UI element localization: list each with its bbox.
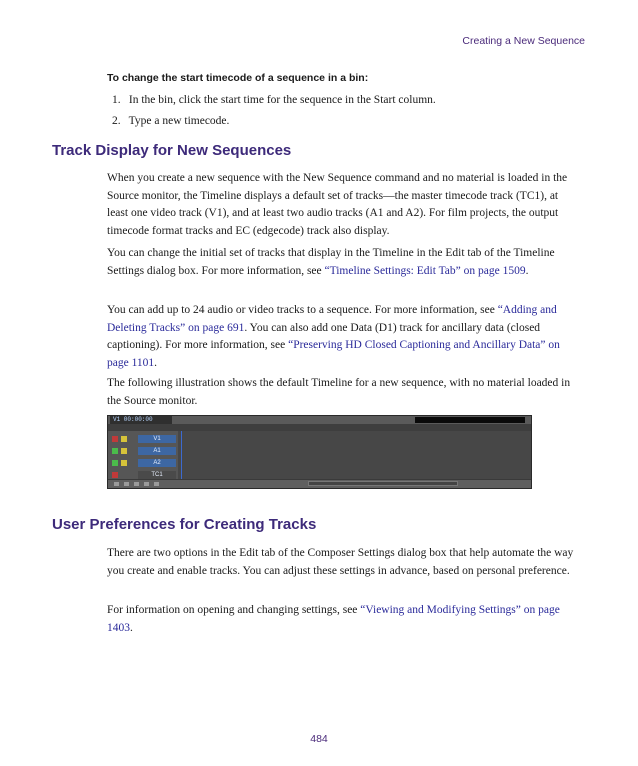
step-item [112,114,436,135]
paragraph-text: . [525,264,529,277]
paragraph-text: . [130,621,133,634]
page-number: 484 [310,733,328,745]
track-name: V1 [138,435,176,443]
paragraph: When you create a new sequence with the New Sequence command and no material is loaded in the Source monitor, the Timeline displays a default set of tracks—the master timecode track (TC1), at least one video track (V1), and at least two audio tracks (A1 and A2). For film projects, the output timecode format tracks and EC (edgecode) track also display. [107,172,568,237]
timecode-display: V1 00:00:00 [110,416,172,424]
paragraph: The following illustration shows the default Timeline for a new sequence, with no material loaded in the Source monitor. [107,377,571,407]
running-header: Creating a New Sequence [462,35,585,47]
link-adding-deleting-tracks[interactable]: “Adding and Deleting Tracks” on page 691 [107,304,557,334]
paragraph-text: Settings dialog box. For more information, see [107,264,325,277]
paragraph: There are two options in the Edit tab of the Composer Settings dialog box that help automate the way you create and enable tracks. You can adjust these settings in advance, based on personal preference. [107,547,574,577]
track-name: A1 [138,447,176,455]
toolbar-icon [114,482,119,486]
track-name: TC1 [138,471,176,479]
step-text: Type a new timecode. [128,115,230,127]
timeline-position-bar [415,417,525,423]
paragraph-text: You can change the initial set of tracks that display in the Timeline in the Edit tab of the Timeline [107,247,555,259]
step-text: In the bin, click the start time for the sequence in the Start column. [128,94,436,106]
paragraph-text: For information on opening and changing settings, see [107,604,361,616]
timeline-ruler [108,424,531,431]
section-heading-track-display: Track Display for New Sequences [52,142,292,159]
record-track-icon [112,460,118,466]
step-number: 1. [112,94,121,106]
paragraph [107,602,577,637]
solo-track-icon [121,460,127,466]
paragraph-text: . [154,356,158,369]
solo-track-icon [121,448,127,454]
step-number: 2. [112,115,121,127]
timeline-track-area [178,431,531,482]
track-name: A2 [138,459,176,467]
record-track-icon [112,472,118,478]
paragraph [107,245,577,280]
link-viewing-modifying-settings[interactable]: “Viewing and Modifying Settings” on page 1403 [107,604,560,634]
paragraph [107,302,577,372]
track-panel [108,431,178,482]
toolbar-icon [154,482,159,486]
paragraph-text: You can add up to 24 audio or video tracks to a sequence. For more information, see [107,304,498,316]
record-track-icon [112,436,118,442]
link-preserving-hd-captioning[interactable]: “Preserving HD Closed Captioning and Ancillary Data” on page 1101 [107,339,560,369]
timeline-bottom-toolbar [108,479,531,488]
track-row [108,434,178,444]
record-track-icon [112,448,118,454]
position-indicator [181,431,182,482]
toolbar-icon [134,482,139,486]
track-row [108,446,178,456]
step-item [112,93,436,114]
paragraph-text: . You can also add one Data (D1) track for ancillary data (closed captioning). For more information, see [107,321,541,352]
timeline-scale-slider [308,481,458,486]
toolbar-icon [144,482,149,486]
procedure-steps [112,93,436,135]
section-heading-user-preferences: User Preferences for Creating Tracks [52,516,317,533]
timeline-illustration [107,415,532,489]
link-timeline-settings[interactable]: “Timeline Settings: Edit Tab” on page 1509 [324,264,526,277]
procedure-heading: To change the start timecode of a sequence in a bin: [107,72,369,84]
toolbar-icon [124,482,129,486]
track-row [108,458,178,468]
solo-track-icon [121,436,127,442]
